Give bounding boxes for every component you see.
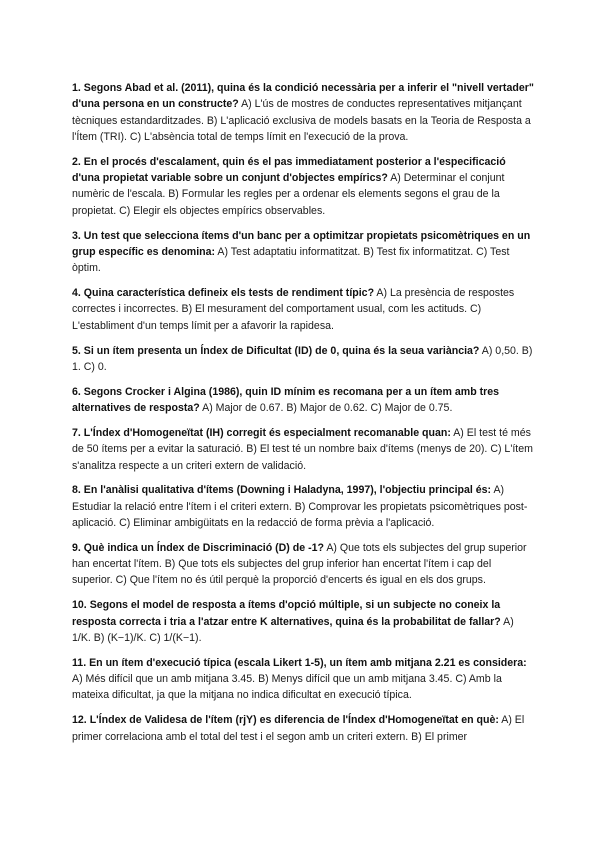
question-text: Què indica un Índex de Discriminació (D) de -1? [83,541,324,554]
answer-options: A) La presència de respostes correctes i incorrectes. B) El mesurament del comportament usual, com les actituds. C) L'establiment d'un temps límit per a afavorir la rapidesa. [72,287,515,332]
question-9 [72,540,534,589]
question-text: Segons Crocker i Algina (1986), quin ID mínim es recomana per a un ítem amb tres alternatives de resposta? [72,385,500,415]
question-number: 9. [72,541,81,554]
answer-options: A) Estudiar la relació entre l'ítem i el criteri extern. B) Comprovar les propietats psicomètriques post-aplicació. C) Eliminar ambigüitats en la redacció de forma prèvia a l'aplicació. [72,484,528,529]
question-10 [72,597,534,646]
question-11 [72,655,534,704]
question-8 [72,482,534,531]
question-3 [72,228,534,277]
question-text: L'Índex d'Homogeneïtat (IH) corregit és especialment recomanable quan: [83,426,451,439]
question-text: En un ítem d'execució típica (escala Likert 1-5), un ítem amb mitjana 2.21 es considera: [89,656,527,669]
question-text: Si un ítem presenta un Índex de Dificultat (ID) de 0, quina és la seua variància? [83,344,480,357]
question-text: Un test que selecciona ítems d'un banc per a optimitzar propietats psicomètriques en un grup específic es denomina: [72,229,531,258]
question-number: 8. [72,484,81,497]
question-7 [72,425,534,474]
question-text: Segons el model de resposta a ítems d'opció múltiple, si un subjecte no coneix la resposta correcta i tria a l'atzar entre K alternatives, quina és la probabilitat de fallar? [72,599,501,628]
question-5 [72,343,534,376]
question-number: 3. [72,229,81,242]
answer-options: A) Major de 0.67. B) Major de 0.62. C) Major de 0.75. [202,402,453,415]
question-text: L'Índex de Validesa de l'ítem (rjY) es diferencia de l'Índex d'Homogeneïtat en què: [89,714,499,727]
question-text: En l'anàlisi qualitativa d'ítems (Downing i Haladyna, 1997), l'objectiu principal és: [83,484,492,497]
question-number: 7. [72,426,81,439]
question-text: Segons Abad et al. (2011), quina és la condició necessària per a inferir el "nivell vertader" d'una persona en un constructe? [72,82,534,111]
answer-options: A) L'ús de mostres de conductes representatives mitjançant tècniques estandarditzades. B) L'aplicació exclusiva de models basats en la Teoria de Resposta a l'Ítem (TRI). C) L'absència total de temps límit en l'execució de la prova. [72,98,531,143]
question-4 [72,285,534,334]
answer-options: A) Determinar el conjunt numèric de l'escala. B) Formular les regles per a ordenar els elements segons el grau de la propietat. C) Elegir els objectes empírics observables. [72,172,505,217]
answer-options: A) Més difícil que un amb mitjana 3.45. B) Menys difícil que un amb mitjana 3.45. C) Amb la mateixa dificultat, ja que la mitjana no indica dificultat en execució típica. [72,673,502,702]
question-1 [72,80,534,145]
answer-options: A) 1/K. B) (K−1)/K. C) 1/(K−1). [72,615,514,644]
question-number: 10. [72,599,87,612]
question-number: 5. [72,344,81,357]
answer-options: A) 0,50. B) 1. C) 0. [72,344,533,373]
question-6 [72,384,534,417]
answer-options: A) Test adaptatiu informatitzat. B) Test fix informatitzat. C) Test òptim. [72,245,510,275]
question-2 [72,154,534,219]
question-number: 12. [72,714,87,727]
question-text: En el procés d'escalament, quin és el pas immediatament posterior a l'especificació d'una propietat variable sobre un conjunt d'objectes empírics? [72,155,506,185]
document-page [72,80,534,754]
question-number: 11. [72,656,87,669]
question-number: 2. [72,155,81,168]
answer-options: A) Que tots els subjectes del grup superior han encertat l'ítem. B) Que tots els subjectes del grup inferior han encertat l'ítem i cap del superior. C) Que l'ítem no és útil perquè la proporció d'encerts és igual en els dos grups. [72,541,527,587]
question-number: 4. [72,287,81,300]
question-number: 1. [72,82,81,94]
answer-options: A) El primer correlaciona amb el total del test i el segon amb un criteri extern. B) El primer [72,714,525,743]
question-number: 6. [72,385,81,398]
answer-options: A) El test té més de 50 ítems per a evitar la saturació. B) El test té un nombre baix d'ítems (menys de 20). C) L'ítem s'analitza respecte a un criteri extern de validació. [72,426,533,472]
question-12 [72,712,534,745]
question-text: Quina característica defineix els tests de rendiment típic? [83,287,375,300]
